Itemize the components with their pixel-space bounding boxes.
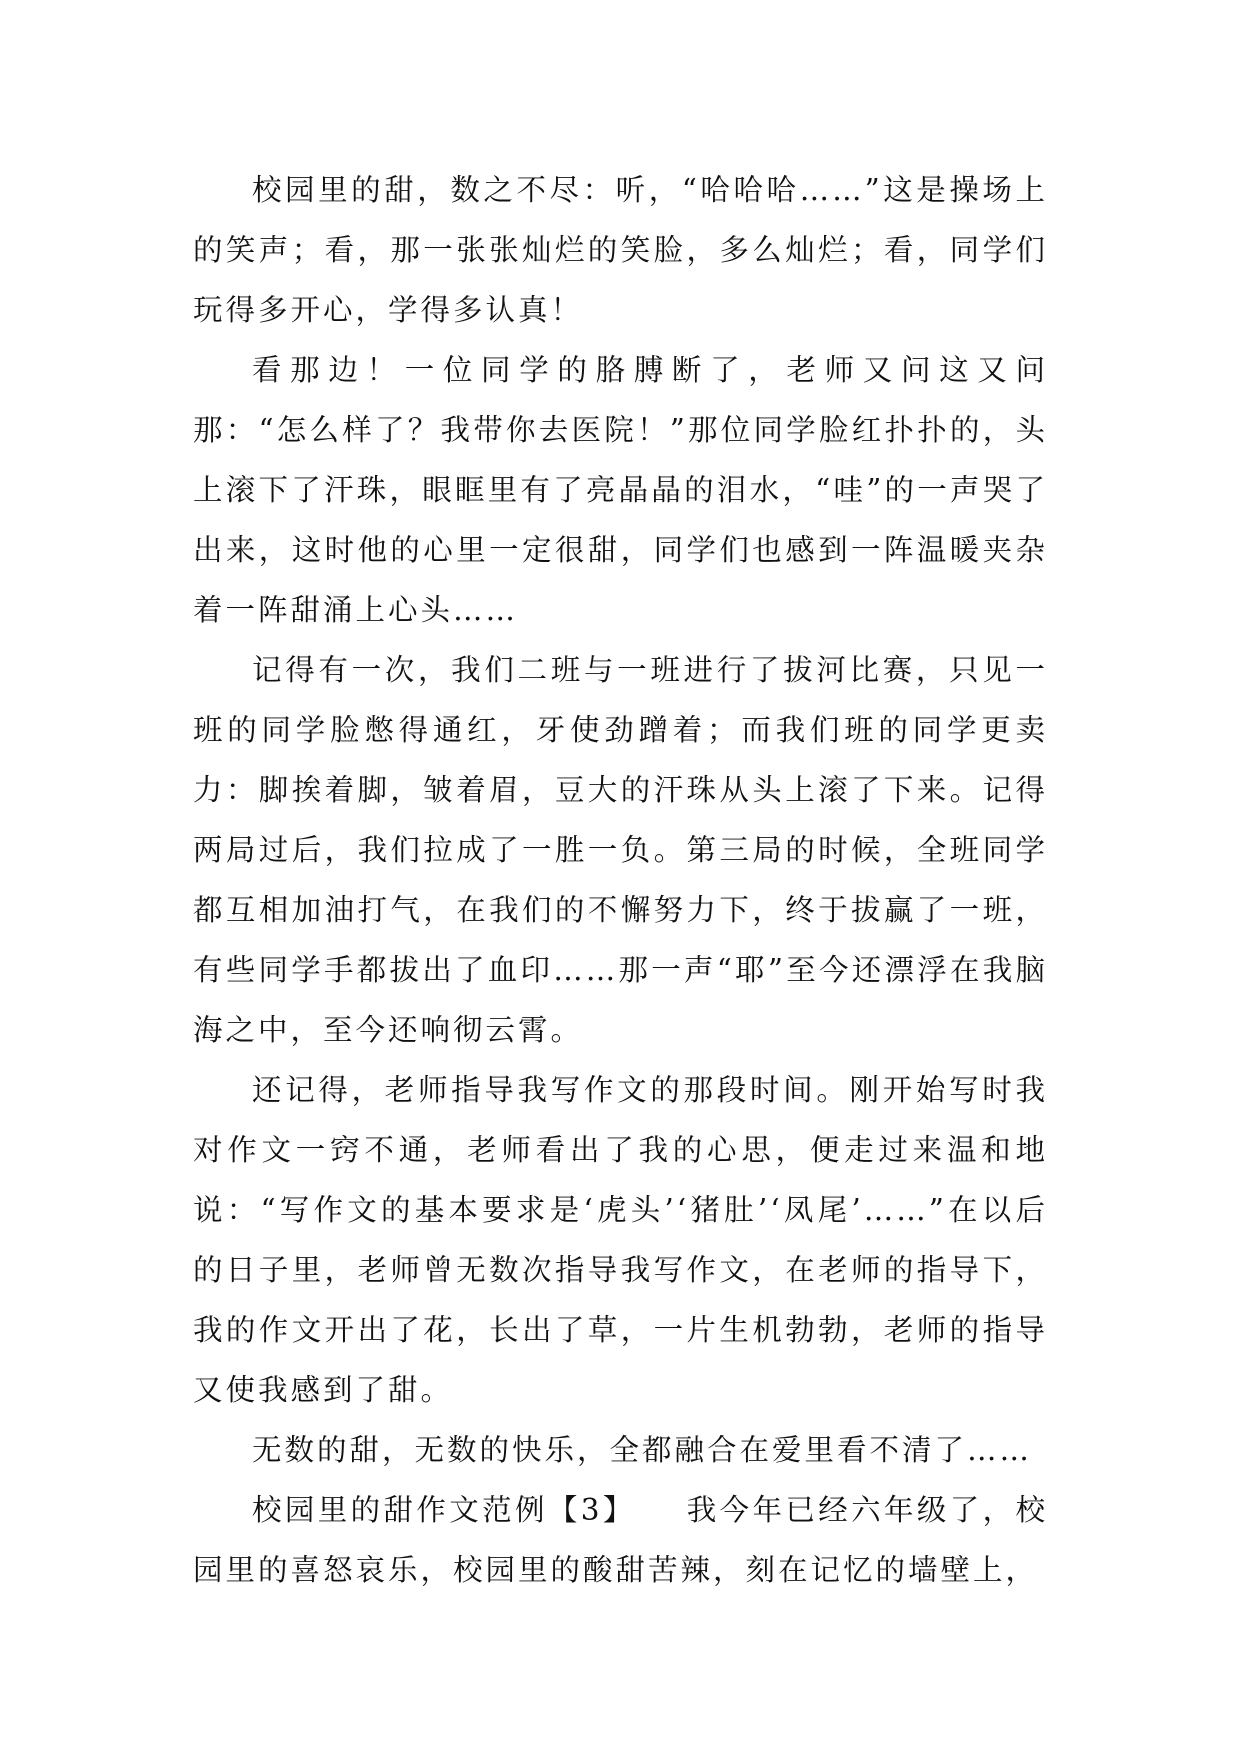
paragraph-broken-arm: 看那边！一位同学的胳膊断了，老师又问这又问那：“怎么样了？我带你去医院！”那位同学脸红扑扑的，头上滚下了汗珠，眼眶里有了亮晶晶的泪水，“哇”的一声哭了出来，这时他的心里一定很甜，同学们也感到一阵温暖夹杂着一阵甜涌上心头…… xyxy=(193,353,1048,627)
paragraph-countless-sweetness: 无数的甜，无数的快乐，全都融合在爱里看不清了…… xyxy=(252,1433,1033,1467)
paragraph-tug-of-war: 记得有一次，我们二班与一班进行了拔河比赛，只见一班的同学脸憋得通红，牙使劲蹭着；而我们班的同学更卖力：脚挨着脚，皱着眉，豆大的汗珠从头上滚了下来。记得两局过后，我们拉成了一胜一负。第三局的时候，全班同学都互相加油打气，在我们的不懈努力下，终于拔赢了一班，有些同学手都拔出了血印……那一声“耶”至今还漂浮在我脑海之中，至今还响彻云霄。 xyxy=(193,653,1048,1047)
paragraph-writing-guidance: 还记得，老师指导我写作文的那段时间。刚开始写时我对作文一窍不通，老师看出了我的心思，便走过来温和地说：“写作文的基本要求是‘虎头’‘猪肚’‘凤尾’……”在以后的日子里，老师曾无数次指导我写作文，在老师的指导下，我的作文开出了花，长出了草，一片生机勃勃，老师的指导又使我感到了甜。 xyxy=(193,1073,1048,1407)
paragraph-example-3: 校园里的甜作文范例【3】 我今年已经六年级了，校园里的喜怒哀乐，校园里的酸甜苦辣，刻在记忆的墙壁上， xyxy=(193,1493,1048,1587)
document-body xyxy=(193,160,1048,1600)
paragraph-campus-sweetness: 校园里的甜，数之不尽：听，“哈哈哈……”这是操场上的笑声；看，那一张张灿烂的笑脸，多么灿烂；看，同学们玩得多开心，学得多认真！ xyxy=(193,173,1048,327)
